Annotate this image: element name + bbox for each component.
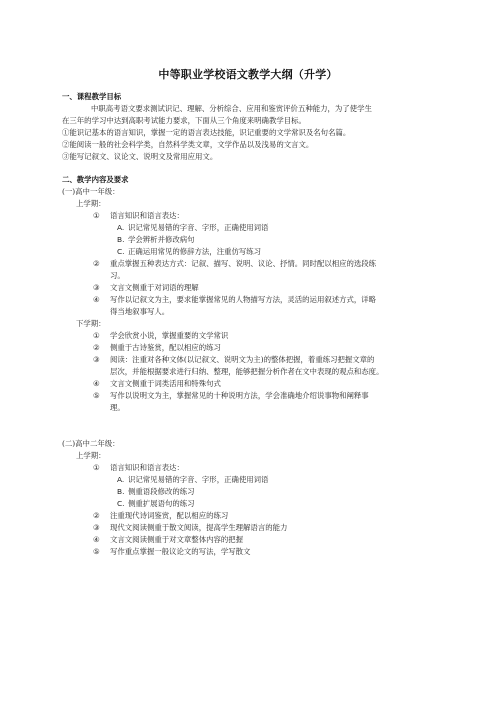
item-continuation: 理。: [110, 403, 125, 412]
item-text: 侧重语段修改的练习: [128, 487, 195, 496]
section1-paragraph-line1: 中职高考语文要求测试识记、理解、分析综合、应用和鉴赏评价五种能力，为了使学生: [91, 104, 372, 113]
item-number: ①: [93, 331, 100, 340]
list-item: [93, 211, 184, 221]
item-text: 文言文阅读侧重于对文章整体内容的把握: [110, 535, 244, 544]
item-text: 学会欣赏小说，掌握重要的文学常识: [110, 331, 229, 340]
item-number: ①: [93, 463, 100, 472]
item-number: ③: [93, 523, 100, 532]
sub-list-item: [117, 499, 195, 509]
item-text: 文言文侧重于词类活用和特殊句式: [110, 379, 221, 388]
item-number: B.: [117, 235, 125, 244]
goal-3: ③能写记叙文、议论文、说明文及常用应用文。: [62, 152, 218, 161]
item-text: 重点掌握五种表达方式：记叙、描写、说明、议论、抒情。同时配以相应的选段练: [110, 259, 377, 268]
item-number: C.: [117, 499, 125, 508]
item-text: 正确运用常见的修辞方法，注重仿写练习: [128, 247, 262, 256]
list-item: [93, 547, 250, 557]
goal-1: ①能识记基本的语言知识，掌握一定的语言表达技能，识记重要的文学常识及名句名篇。: [62, 128, 351, 137]
item-number: ⑤: [93, 391, 100, 400]
item-continuation: 层次，并能根据要求进行归纳、整理，能够把握分析作者在文中表现的观点和态度。: [110, 367, 384, 376]
item-text: 识记常见易错的字音、字形，正确使用词语: [128, 475, 269, 484]
item-continuation: 得当地叙事写人。: [110, 307, 170, 316]
item-number: ②: [93, 511, 100, 520]
list-item: [93, 331, 228, 341]
item-text: 侧重扩展语句的练习: [128, 499, 195, 508]
item-text: 写作以说明文为主，掌握常见的十种说明方法，学会准确地介绍说事物和阐释事: [110, 391, 369, 400]
item-number: B.: [117, 487, 125, 496]
item-number: ⑤: [93, 547, 100, 556]
item-text: 学会辨析并修改病句: [128, 235, 195, 244]
sub-list-item: [117, 235, 195, 245]
item-text: 识记常见易错的字音、字形，正确使用词语: [128, 223, 269, 232]
sub-list-item: [117, 247, 261, 257]
item-number: ④: [93, 379, 100, 388]
item-number: ③: [93, 355, 100, 364]
list-item: [93, 283, 199, 293]
item-number: ②: [93, 259, 100, 268]
item-text: 写作重点掌握一般议论文的写法，学写散文: [110, 547, 251, 556]
list-item: [93, 511, 228, 521]
section1-paragraph-line2: 在三年的学习中达到高职考试能力要求，下面从三个角度来明确教学目标。: [62, 116, 306, 125]
item-number: A.: [117, 223, 125, 232]
list-item: [93, 535, 243, 545]
item-number: A.: [117, 475, 125, 484]
item-text: 注重现代诗词鉴赏，配以相应的练习: [110, 511, 229, 520]
item-text: 现代文阅读侧重于散文阅读，提高学生理解语言的能力: [110, 523, 288, 532]
sub-list-item: [117, 475, 268, 485]
list-item: [93, 295, 376, 305]
list-item: [93, 379, 221, 389]
item-number: ②: [93, 343, 100, 352]
list-item: [93, 259, 376, 269]
item-continuation: 习。: [110, 271, 125, 280]
item-number: ④: [93, 295, 100, 304]
page-title: 中等职业学校语文教学大纲（升学）: [158, 68, 338, 81]
list-item: [93, 463, 184, 473]
item-number: ④: [93, 535, 100, 544]
list-item: [93, 355, 374, 365]
item-text: 阅读：注重对各种文体(以记叙文、说明文为主)的整体把握，着重练习把握文章的: [110, 355, 375, 364]
item-text: 语言知识和语言表达：: [110, 463, 184, 472]
item-text: 语言知识和语言表达：: [110, 211, 184, 220]
list-item: [93, 523, 287, 533]
grade2-term1-label: 上学期：: [76, 451, 106, 460]
goal-2: ②能阅读一般的社会科学类，自然科学类文章，文学作品以及浅易的文言文。: [62, 140, 314, 149]
grade1-term1-label: 上学期：: [76, 199, 106, 208]
item-text: 写作以记叙文为主，要求能掌握常见的人物描写方法，灵活的运用叙述方式，详略: [110, 295, 377, 304]
sub-list-item: [117, 223, 268, 233]
item-text: 侧重于古诗鉴赏，配以相应的练习: [110, 343, 221, 352]
item-number: ①: [93, 211, 100, 220]
list-item: [93, 391, 369, 401]
list-item: [93, 343, 221, 353]
sub-list-item: [117, 487, 195, 497]
item-text: 文言文侧重于对词语的理解: [110, 283, 199, 292]
grade1-term2-label: 下学期：: [76, 319, 106, 328]
grade2-label: (二)高中二年级：: [62, 439, 120, 448]
section2-heading: 二、教学内容及要求: [62, 175, 129, 184]
item-number: C.: [117, 247, 125, 256]
item-number: ③: [93, 283, 100, 292]
grade1-label: (一)高中一年级：: [62, 187, 120, 196]
section1-heading: 一、课程教学目标: [62, 92, 122, 101]
